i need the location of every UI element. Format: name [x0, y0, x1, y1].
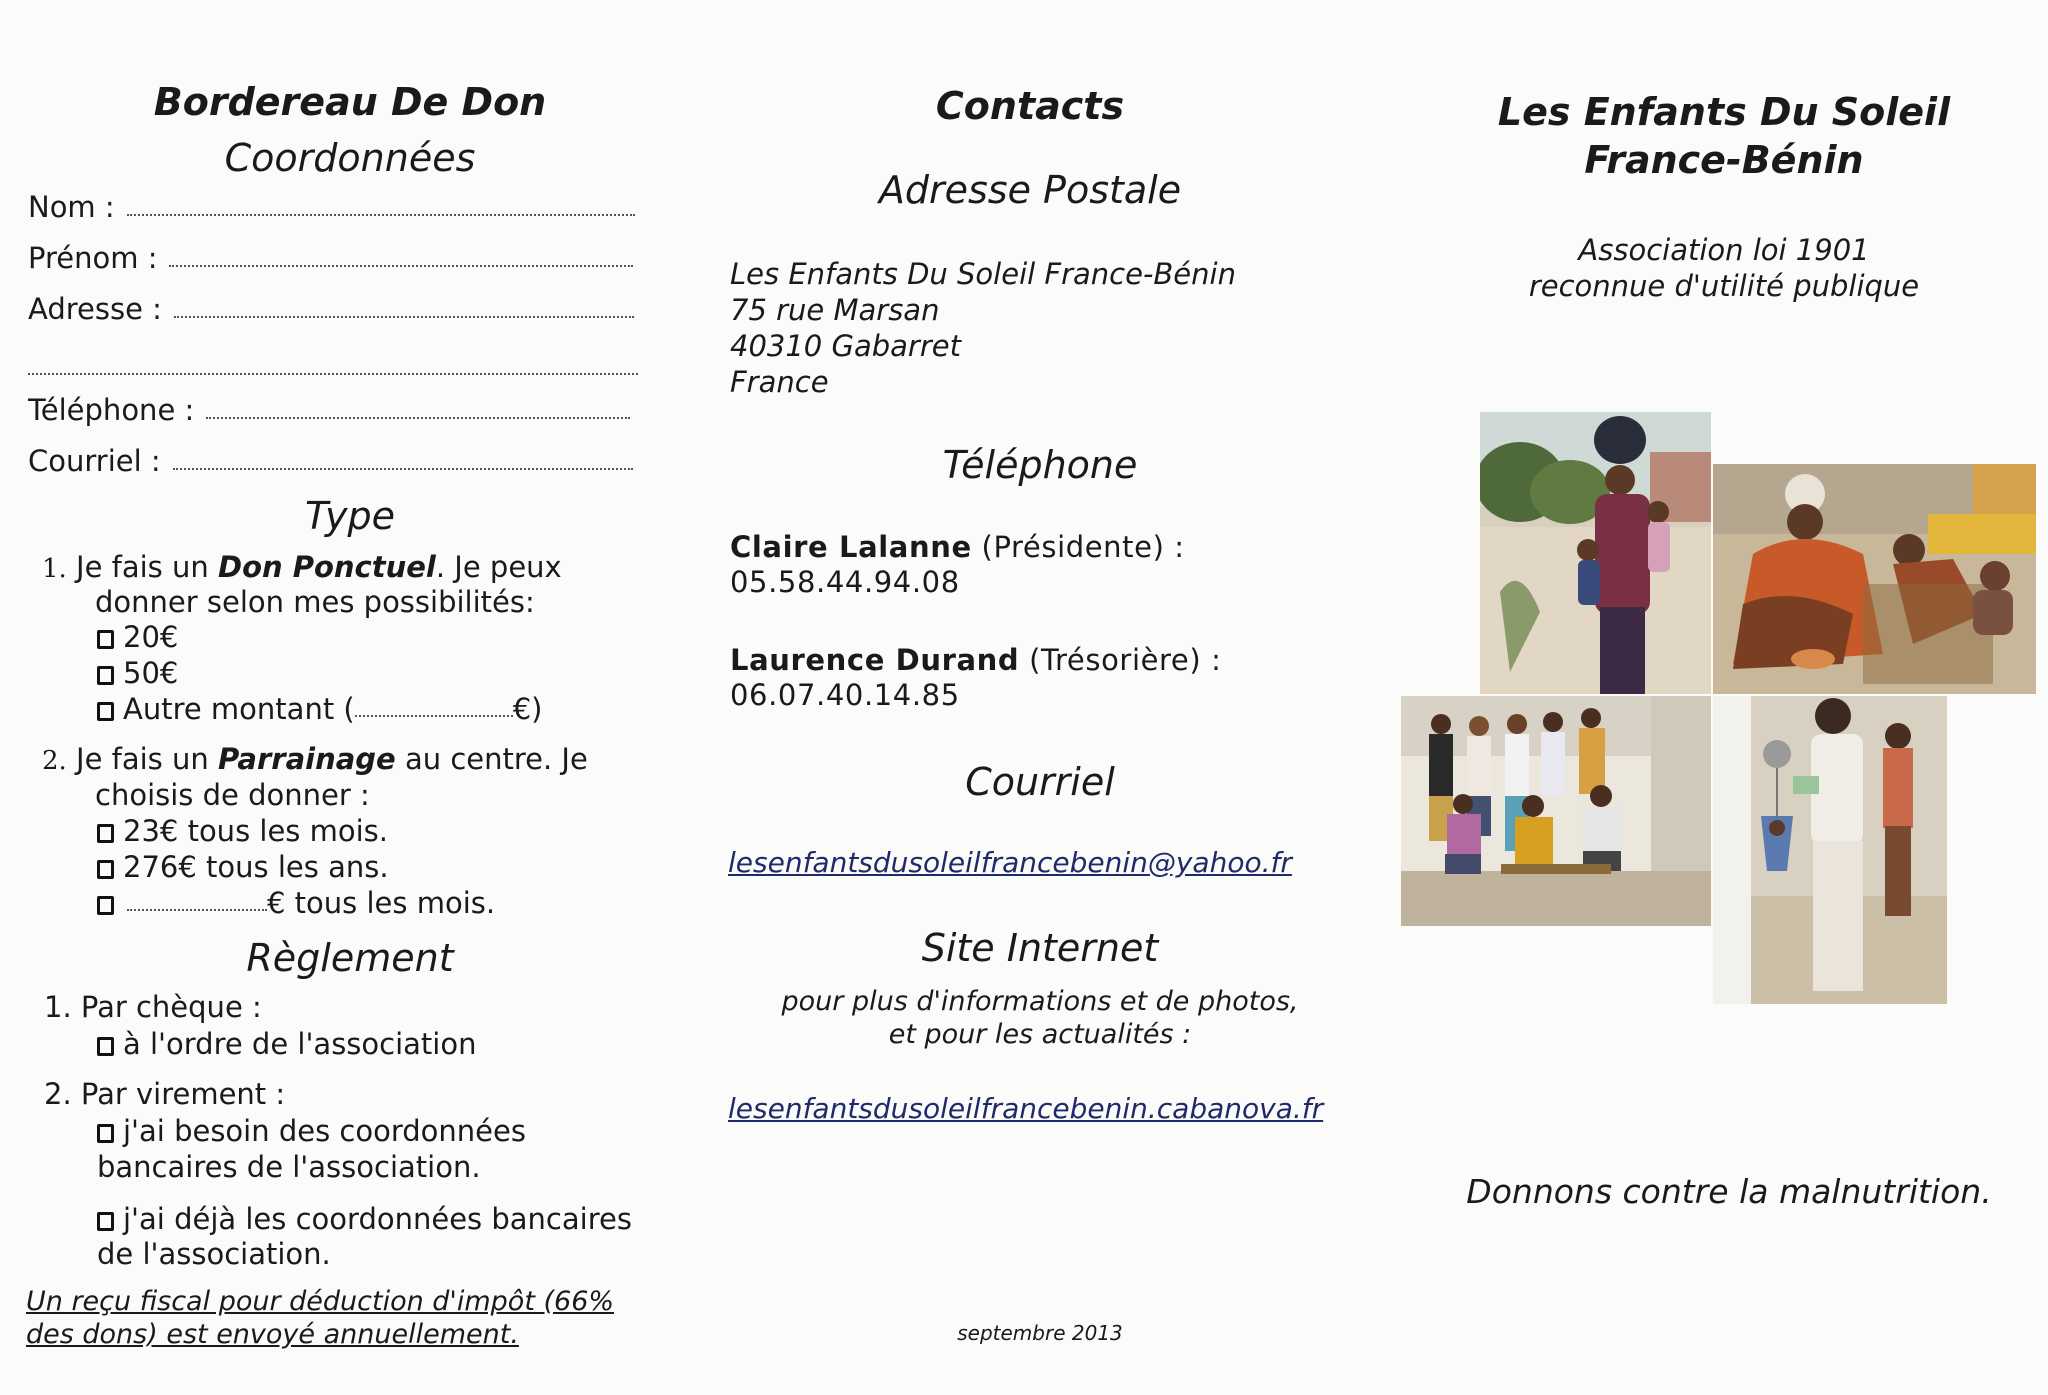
contact-1-phone[interactable]: 05.58.44.94.08	[730, 565, 960, 599]
checkbox-icon[interactable]	[97, 630, 114, 649]
option-23-monthly[interactable]: 23€ tous les mois.	[97, 814, 388, 848]
checkbox-icon[interactable]	[97, 1037, 114, 1056]
nom-line[interactable]	[127, 214, 635, 216]
address-line-4: France	[730, 365, 829, 399]
photo-feeding-child	[1713, 464, 2036, 694]
photo-woman-carrying-children	[1480, 412, 1711, 694]
website-description-line2: et pour les actualités :	[888, 1019, 1192, 1050]
address-line-2: 75 rue Marsan	[730, 293, 940, 327]
adresse-line-2[interactable]	[28, 373, 638, 375]
contacts-panel	[700, 0, 1380, 1395]
checkbox-icon[interactable]	[97, 860, 114, 879]
option-custom-monthly[interactable]: € tous les mois.	[97, 886, 495, 920]
courriel-line[interactable]	[173, 468, 633, 470]
type-heading: Type	[305, 494, 395, 538]
postal-address-heading: Adresse Postale	[878, 168, 1182, 212]
option-cheque-order[interactable]: à l'ordre de l'association	[97, 1027, 476, 1061]
option-need-bank-details-line2: bancaires de l'association.	[97, 1150, 481, 1184]
courriel-label: Courriel :	[28, 444, 161, 478]
cover-panel	[1390, 0, 2048, 1395]
donation-form-panel	[0, 0, 680, 1395]
contact-1-name: Claire Lalanne	[730, 530, 972, 564]
tax-receipt-note-line2: des dons) est envoyé annuellement.	[26, 1319, 519, 1350]
adresse-label: Adresse :	[28, 292, 162, 326]
type-item-2-line2: choisis de donner :	[95, 778, 370, 812]
contact-2-phone[interactable]: 06.07.40.14.85	[730, 678, 960, 712]
type-item-1: 1. Je fais un Don Ponctuel. Je peux	[42, 550, 562, 584]
contact-2-name: Laurence Durand	[730, 643, 1020, 677]
amount-blank[interactable]	[355, 715, 513, 717]
prenom-label: Prénom :	[28, 241, 158, 275]
nom-label: Nom :	[28, 190, 115, 224]
website-description-line1: pour plus d'informations et de photos,	[781, 986, 1299, 1017]
email-heading: Courriel	[965, 760, 1115, 804]
photo-group	[1401, 696, 1711, 926]
address-line-1: Les Enfants Du Soleil France-Bénin	[730, 257, 1236, 291]
prenom-field[interactable]	[28, 241, 633, 275]
type-item-2: 2. Je fais un Parrainage au centre. Je	[42, 742, 588, 776]
contact-2-role: (Trésorière) :	[1019, 643, 1222, 677]
prenom-line[interactable]	[169, 265, 633, 267]
option-need-bank-details[interactable]: j'ai besoin des coordonnées	[97, 1114, 526, 1148]
adresse-field[interactable]	[28, 292, 634, 326]
type-item-1-line2: donner selon mes possibilités:	[95, 585, 535, 619]
checkbox-icon[interactable]	[97, 666, 114, 685]
telephone-line[interactable]	[206, 417, 630, 419]
association-name-line2: France-Bénin	[1584, 138, 1864, 182]
address-line-3: 40310 Gabarret	[730, 329, 961, 363]
website-link[interactable]: lesenfantsdusoleilfrancebenin.cabanova.fr	[728, 1092, 1324, 1125]
email-link[interactable]: lesenfantsdusoleilfrancebenin@yahoo.fr	[728, 846, 1292, 879]
adresse-line[interactable]	[174, 316, 634, 318]
postal-address	[730, 256, 1236, 400]
website-heading: Site Internet	[921, 926, 1159, 970]
telephone-label: Téléphone :	[28, 393, 195, 427]
checkbox-icon[interactable]	[97, 1212, 114, 1231]
courriel-field[interactable]	[28, 444, 633, 478]
option-autre-montant[interactable]: Autre montant ( €)	[97, 692, 543, 726]
tax-receipt-note-line1: Un reçu fiscal pour déduction d'impôt (66%	[26, 1286, 615, 1317]
option-276-yearly[interactable]: 276€ tous les ans.	[97, 850, 389, 884]
phone-heading: Téléphone	[942, 443, 1138, 487]
form-title: Bordereau De Don	[153, 80, 547, 124]
contact-president	[730, 530, 1185, 600]
option-have-bank-details[interactable]: j'ai déjà les coordonnées bancaires	[97, 1202, 632, 1236]
photo-weighing-child	[1713, 696, 1947, 1004]
payment-virement: 2. Par virement :	[44, 1077, 286, 1111]
contact-treasurer	[730, 643, 1221, 713]
payment-cheque: 1. Par chèque :	[44, 990, 262, 1024]
don-ponctuel-label: Don Ponctuel	[218, 550, 436, 584]
telephone-field[interactable]	[28, 393, 630, 427]
checkbox-icon[interactable]	[97, 1124, 114, 1143]
association-name-line1: Les Enfants Du Soleil	[1497, 90, 1951, 134]
slogan: Donnons contre la malnutrition.	[1466, 1172, 1992, 1211]
checkbox-icon[interactable]	[97, 896, 114, 915]
option-have-bank-details-line2: de l'association.	[97, 1237, 331, 1271]
association-status: Association loi 1901 reconnue d'utilité publique	[1528, 233, 1920, 303]
parrainage-label: Parrainage	[218, 742, 396, 776]
reglement-heading: Règlement	[246, 936, 454, 980]
checkbox-icon[interactable]	[97, 824, 114, 843]
nom-field[interactable]	[28, 190, 635, 224]
edition-date: septembre 2013	[957, 1321, 1123, 1345]
option-20[interactable]: 20€	[97, 620, 178, 654]
contact-1-role: (Présidente) :	[971, 530, 1185, 564]
custom-amount-blank[interactable]	[127, 909, 267, 911]
checkbox-icon[interactable]	[97, 702, 114, 721]
option-50[interactable]: 50€	[97, 656, 178, 690]
contacts-title: Contacts	[935, 84, 1125, 128]
coordinates-heading: Coordonnées	[224, 136, 476, 180]
